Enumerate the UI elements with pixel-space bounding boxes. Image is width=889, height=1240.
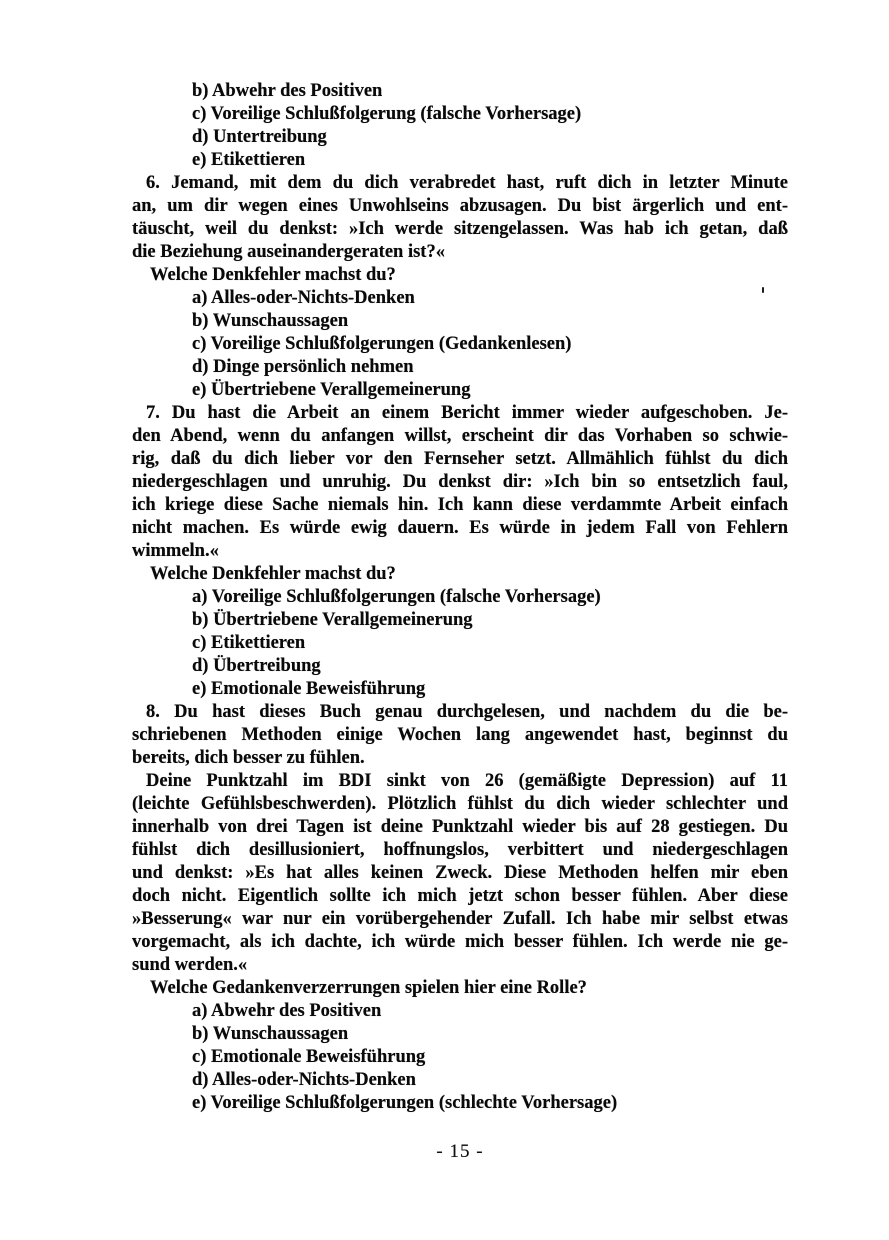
text-line-paragraph-first: 6. Jemand, mit dem du dich verabredet hast, ruft dich in letzter Minute <box>146 173 788 193</box>
text-line-question: Welche Denkfehler machst du? <box>150 265 396 285</box>
text-line-question: Welche Gedankenverzerrungen spielen hier eine Rolle? <box>150 978 587 998</box>
text-line-option: d) Alles-oder-Nichts-Denken <box>192 1070 416 1090</box>
text-line-paragraph: innerhalb von drei Tagen ist deine Punktzahl wieder bis auf 28 gestiegen. Du <box>132 817 788 837</box>
text-line-paragraph: an, um dir wegen eines Unwohlseins abzusagen. Du bist ärgerlich und ent- <box>132 196 788 216</box>
text-line-paragraph-end: wimmeln.« <box>132 541 219 561</box>
text-line-option: b) Abwehr des Positiven <box>192 81 383 101</box>
text-line-option: a) Voreilige Schlußfolgerungen (falsche Vorhersage) <box>192 587 601 607</box>
text-line-paragraph: niedergeschlagen und unruhig. Du denkst dir: »Ich bin so entsetzlich faul, <box>132 472 788 492</box>
text-line-option: b) Übertriebene Verallgemeinerung <box>192 610 473 630</box>
text-line-paragraph: fühlst dich desillusioniert, hoffnungslos, verbittert und niedergeschlagen <box>132 840 788 860</box>
text-line-paragraph: und denkst: »Es hat alles keinen Zweck. Diese Methoden helfen mir eben <box>132 863 788 883</box>
text-line-option: a) Abwehr des Positiven <box>192 1001 382 1021</box>
text-line-paragraph: (leichte Gefühlsbeschwerden). Plötzlich fühlst du dich wieder schlechter und <box>132 794 788 814</box>
text-line-paragraph: schriebenen Methoden einige Wochen lang angewendet hast, beginnst du <box>132 725 788 745</box>
text-line-paragraph: ich kriege diese Sache niemals hin. Ich kann diese verdammte Arbeit einfach <box>132 495 788 515</box>
text-line-paragraph-end: die Beziehung auseinandergeraten ist?« <box>132 242 445 262</box>
text-line-question: Welche Denkfehler machst du? <box>150 564 396 584</box>
text-line-paragraph: vorgemacht, als ich dachte, ich würde mich besser fühlen. Ich werde nie ge- <box>132 932 788 952</box>
text-line-paragraph-first: Deine Punktzahl im BDI sinkt von 26 (gemäßigte Depression) auf 11 <box>146 771 788 791</box>
text-line-paragraph-end: bereits, dich besser zu fühlen. <box>132 748 365 768</box>
text-block <box>132 80 788 1115</box>
text-line-option: c) Voreilige Schlußfolgerungen (Gedankenlesen) <box>192 334 572 354</box>
text-line-paragraph-end: sund werden.« <box>132 955 248 975</box>
text-line-paragraph: täuscht, weil du denkst: »Ich werde sitzengelassen. Was hab ich getan, daß <box>132 219 788 239</box>
text-line-paragraph-first: 7. Du hast die Arbeit an einem Bericht immer wieder aufgeschoben. Je- <box>146 403 788 423</box>
text-line-option: b) Wunschaussagen <box>192 1024 349 1044</box>
text-line-option: c) Etikettieren <box>192 633 306 653</box>
text-line-option: d) Untertreibung <box>192 127 327 147</box>
text-line-option: c) Emotionale Beweisführung <box>192 1047 426 1067</box>
text-line-option: e) Emotionale Beweisführung <box>192 679 426 699</box>
text-line-option: d) Dinge persönlich nehmen <box>192 357 414 377</box>
text-line-paragraph: nicht machen. Es würde ewig dauern. Es würde in jedem Fall von Fehlern <box>132 518 788 538</box>
text-line-paragraph: »Besserung« war nur ein vorübergehender Zufall. Ich habe mir selbst etwas <box>132 909 788 929</box>
text-line-option: e) Etikettieren <box>192 150 306 170</box>
text-line-option: c) Voreilige Schlußfolgerung (falsche Vorhersage) <box>192 104 582 124</box>
text-line-option: d) Übertreibung <box>192 656 321 676</box>
text-line-paragraph-first: 8. Du hast dieses Buch genau durchgelesen, und nachdem du die be- <box>146 702 788 722</box>
page-number: - 15 - <box>436 1141 484 1162</box>
text-line-option: b) Wunschaussagen <box>192 311 349 331</box>
text-line-option: e) Übertriebene Verallgemeinerung <box>192 380 471 400</box>
text-line-option: e) Voreilige Schlußfolgerungen (schlechte Vorhersage) <box>192 1093 618 1113</box>
text-line-paragraph: doch nicht. Eigentlich sollte ich mich jetzt schon besser fühlen. Aber diese <box>132 886 788 906</box>
text-line-paragraph: rig, daß du dich lieber vor den Fernseher setzt. Allmählich fühlst du dich <box>132 449 788 469</box>
text-line-option: a) Alles-oder-Nichts-Denken <box>192 288 415 308</box>
ink-speck <box>762 287 764 293</box>
text-line-paragraph: den Abend, wenn du anfangen willst, erscheint dir das Vorhaben so schwie- <box>132 426 788 446</box>
